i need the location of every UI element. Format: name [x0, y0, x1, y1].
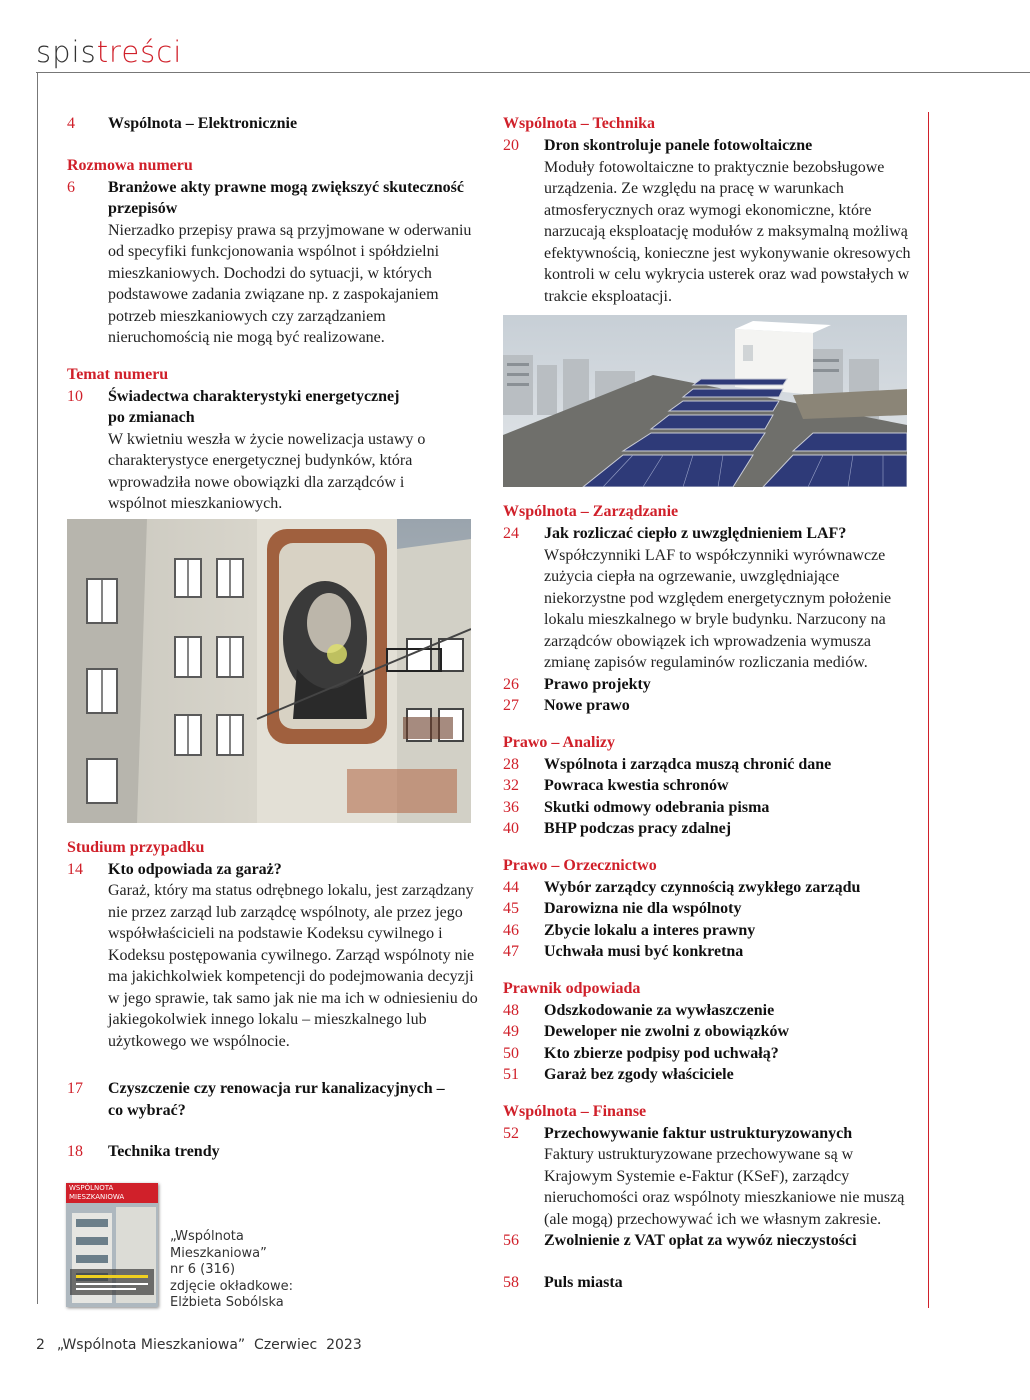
- page-number: 52: [503, 1124, 519, 1142]
- section-title: Prawnik odpowiada: [503, 979, 641, 997]
- entry-title: Nowe prawo: [544, 697, 630, 714]
- page-number: 50: [503, 1044, 519, 1062]
- footer-page-number: 2: [36, 1337, 45, 1353]
- cover-caption: [170, 1229, 293, 1312]
- entry-title: Kto odpowiada za garaż?: [108, 860, 282, 878]
- toc-section: [67, 1141, 487, 1163]
- entry-description: Moduły fotowoltaiczne to praktycznie bezobsługowe urządzenia. Ze względu na pracę w warunkach atmosferycznych oraz wymogi ekonomiczne, które narzucają eksploatację modułów z maksymalną możliwą efektywnością, konieczne jest wykonywanie okresowych kontroli w celu wykrycia usterek oraz wad powstałych w trakcie eksploatacji.: [544, 158, 911, 305]
- page-number: 56: [503, 1232, 519, 1249]
- entry-description: Garaż, który ma status odrębnego lokalu, jest zarządzany nie przez zarząd lub zarządcę wspólnoty, ale przez jego współwłaścicieli na podstawie Kodeksu cywilnego i Kodeksu postępowania cywilnego. Zarząd wspólnoty nie ma jakichkolwiek kompetencji do podejmowania decyzji w jego sprawie, tak samo jak nie ma ich w odniesieniu do jakiegokolwiek innego lokalu – mieszkalnego lub użytkowego we wspólnocie.: [108, 882, 478, 1050]
- page-number: 32: [503, 777, 519, 794]
- toc-section: [67, 155, 487, 349]
- caption-line: „Wspólnota: [170, 1229, 244, 1244]
- page-number: 20: [503, 137, 519, 154]
- toc-entry[interactable]: [67, 859, 487, 1053]
- mural-building-illustration: [67, 519, 471, 823]
- section-title: Temat numeru: [67, 365, 169, 383]
- page-number: 17: [67, 1080, 83, 1097]
- toc-section: [67, 113, 487, 135]
- toc-entry[interactable]: [503, 754, 915, 776]
- title-tresci: treści: [96, 35, 183, 69]
- title-spis: spis: [36, 35, 97, 69]
- toc-section: [67, 364, 487, 515]
- entry-title: Wspólnota – Elektronicznie: [108, 115, 298, 132]
- entry-title: Darowizna nie dla wspólnoty: [544, 900, 742, 917]
- header-rule: [36, 72, 1030, 73]
- page-number: 10: [67, 387, 83, 405]
- toc-entry[interactable]: [503, 695, 915, 717]
- toc-entry[interactable]: [503, 818, 915, 840]
- toc-entry[interactable]: [503, 941, 915, 963]
- caption-line: Mieszkaniowa”: [170, 1245, 267, 1261]
- section-title: Prawo – Analizy: [503, 733, 615, 751]
- entry-title: Jak rozliczać ciepło z uwzględnieniem LAF?: [544, 525, 847, 542]
- page-number: 6: [67, 178, 75, 196]
- entry-title: BHP podczas pracy zdalnej: [544, 820, 732, 837]
- page-number: 58: [503, 1273, 519, 1291]
- page-number: 40: [503, 820, 519, 837]
- toc-entry[interactable]: [503, 523, 915, 674]
- page-number: 18: [67, 1143, 83, 1160]
- entry-title: Branżowe akty prawne mogą zwiększyć skuteczność przepisów: [108, 178, 464, 217]
- toc-entry[interactable]: [503, 1043, 915, 1065]
- toc-entry[interactable]: [503, 135, 915, 307]
- cover-photo: [66, 1203, 158, 1307]
- toc-entry[interactable]: [503, 1064, 915, 1086]
- section-title: Wspólnota – Technika: [503, 115, 656, 132]
- entry-title: Skutki odmowy odebrania pisma: [544, 798, 770, 816]
- solar-panels-photo: [503, 315, 907, 487]
- entry-title: Odszkodowanie za wywłaszczenie: [544, 1001, 775, 1019]
- entry-title: Czyszczenie czy renowacja rur kanalizacyjnych – co wybrać?: [108, 1080, 445, 1119]
- page-number: 27: [503, 697, 519, 714]
- page-number: 14: [67, 860, 83, 878]
- right-column: [503, 113, 915, 1293]
- entry-title: Wybór zarządcy czynnością zwykłego zarządu: [544, 878, 861, 896]
- entry-title: Powraca kwestia schronów: [544, 777, 729, 794]
- right-margin-rule: [928, 112, 929, 1308]
- entry-title: Garaż bez zgody właściciele: [544, 1066, 734, 1083]
- toc-entry[interactable]: [67, 113, 487, 135]
- entry-title: Puls miasta: [544, 1273, 623, 1291]
- toc-entry[interactable]: [67, 386, 487, 515]
- toc-section: [503, 1101, 915, 1252]
- page-number: 24: [503, 525, 519, 542]
- page-number: 47: [503, 943, 519, 960]
- entry-description: Nierzadko przepisy prawa są przyjmowane w oderwaniu od specyfiki funkcjonowania wspólnot i spółdzielni mieszkaniowych. Dochodzi do sytuacji, w których podstawowe zadania związane np. z zaspokajaniem potrzeb mieszkaniowych czy zarządzaniem nieruchomością nie mogą być realizowane.: [108, 221, 472, 346]
- toc-entry[interactable]: [67, 177, 487, 349]
- page-number: 28: [503, 755, 519, 773]
- entry-title: Uchwała musi być konkretna: [544, 943, 744, 960]
- toc-entry[interactable]: [503, 877, 915, 899]
- toc-section: [503, 732, 915, 840]
- entry-title: Wspólnota i zarządca muszą chronić dane: [544, 755, 832, 773]
- section-title: Studium przypadku: [67, 838, 205, 856]
- footer-magazine-issue: „Wspólnota Mieszkaniowa” Czerwiec 2023: [56, 1337, 362, 1353]
- toc-entry[interactable]: [503, 1123, 915, 1231]
- magazine-cover-thumbnail[interactable]: [66, 1183, 158, 1307]
- toc-entry[interactable]: [503, 1230, 915, 1252]
- entry-title: Przechowywanie faktur ustrukturyzowanych: [544, 1124, 853, 1142]
- toc-entry[interactable]: [503, 1021, 915, 1043]
- page-number: 46: [503, 921, 519, 939]
- toc-entry[interactable]: [503, 674, 915, 696]
- entry-title: Kto zbierze podpisy pod uchwałą?: [544, 1044, 779, 1062]
- page-number: 48: [503, 1001, 519, 1019]
- toc-section: [503, 1272, 915, 1294]
- caption-line: Elżbieta Sobólska: [170, 1295, 284, 1310]
- caption-line: zdjęcie okładkowe:: [170, 1278, 293, 1294]
- page-title: [36, 35, 183, 69]
- entry-description: Faktury ustrukturyzowane przechowywane są w Krajowym Systemie e-Faktur (KSeF), zarządcy nieruchomości oraz wspólnoty mieszkaniowe nie muszą (ale mogą) przechowywać ich we własnym zakresie.: [544, 1146, 905, 1228]
- entry-title: Zbycie lokalu a interes prawny: [544, 921, 756, 939]
- page-number: 36: [503, 798, 519, 816]
- toc-section: [503, 978, 915, 1086]
- entry-title: Dron skontroluje panele fotowoltaiczne: [544, 137, 813, 154]
- toc-section: [503, 501, 915, 717]
- toc-entry[interactable]: [503, 920, 915, 942]
- page-footer: [36, 1337, 362, 1353]
- section-title: Prawo – Orzecznictwo: [503, 856, 657, 874]
- solar-roof-illustration: [503, 315, 907, 487]
- toc-section: [503, 113, 915, 307]
- entry-title: Prawo projekty: [544, 675, 651, 693]
- page-number: 26: [503, 675, 519, 693]
- section-title: Wspólnota – Zarządzanie: [503, 503, 679, 520]
- page-number: 44: [503, 878, 519, 896]
- toc-section: [67, 837, 487, 1053]
- entry-description: W kwietniu weszła w życie nowelizacja ustawy o charakterystyce energetycznej budynków, która wprowadziła nowe obowiązki dla zarządców i wspólnot mieszkaniowych.: [108, 430, 426, 512]
- toc-entry[interactable]: [503, 898, 915, 920]
- toc-entry[interactable]: [67, 1078, 487, 1121]
- toc-section: [67, 1078, 487, 1121]
- toc-entry[interactable]: [503, 797, 915, 819]
- page-number: 4: [67, 115, 75, 132]
- toc-section: [503, 855, 915, 963]
- mural-building-photo: [67, 519, 471, 823]
- entry-title: Świadectwa charakterystyki energetycznej po zmianach: [108, 387, 400, 426]
- page-number: 49: [503, 1023, 519, 1040]
- section-title: Wspólnota – Finanse: [503, 1102, 647, 1120]
- toc-entry[interactable]: [67, 1141, 487, 1163]
- entry-title: Deweloper nie zwolni z obowiązków: [544, 1023, 790, 1040]
- left-column: [67, 113, 487, 1163]
- page-number: 51: [503, 1066, 519, 1083]
- toc-entry[interactable]: [503, 1272, 915, 1294]
- caption-line: nr 6 (316): [170, 1262, 236, 1277]
- cover-logo-sub: MIESZKANIOWA: [69, 1193, 125, 1201]
- entry-title: Technika trendy: [108, 1143, 220, 1160]
- entry-title: Zwolnienie z VAT opłat za wywóz nieczystości: [544, 1232, 857, 1249]
- page-number: 45: [503, 900, 519, 917]
- toc-entry[interactable]: [503, 775, 915, 797]
- left-margin-rule: [37, 72, 38, 1304]
- section-title: Rozmowa numeru: [67, 156, 193, 174]
- cover-logo: WSPÓLNOTA: [69, 1184, 114, 1192]
- entry-description: Współczynniki LAF to współczynniki wyrównawcze zużycia ciepła na ogrzewanie, uwzględniające niekorzystne pod względem energetycznym położenie lokalu mieszkalnego w bryle budynku. Narzucony na zarządców obowiązek ich wprowadzenia wymusza zmianę zapisów regulaminów rozliczania mediów.: [544, 546, 892, 671]
- toc-entry[interactable]: [503, 1000, 915, 1022]
